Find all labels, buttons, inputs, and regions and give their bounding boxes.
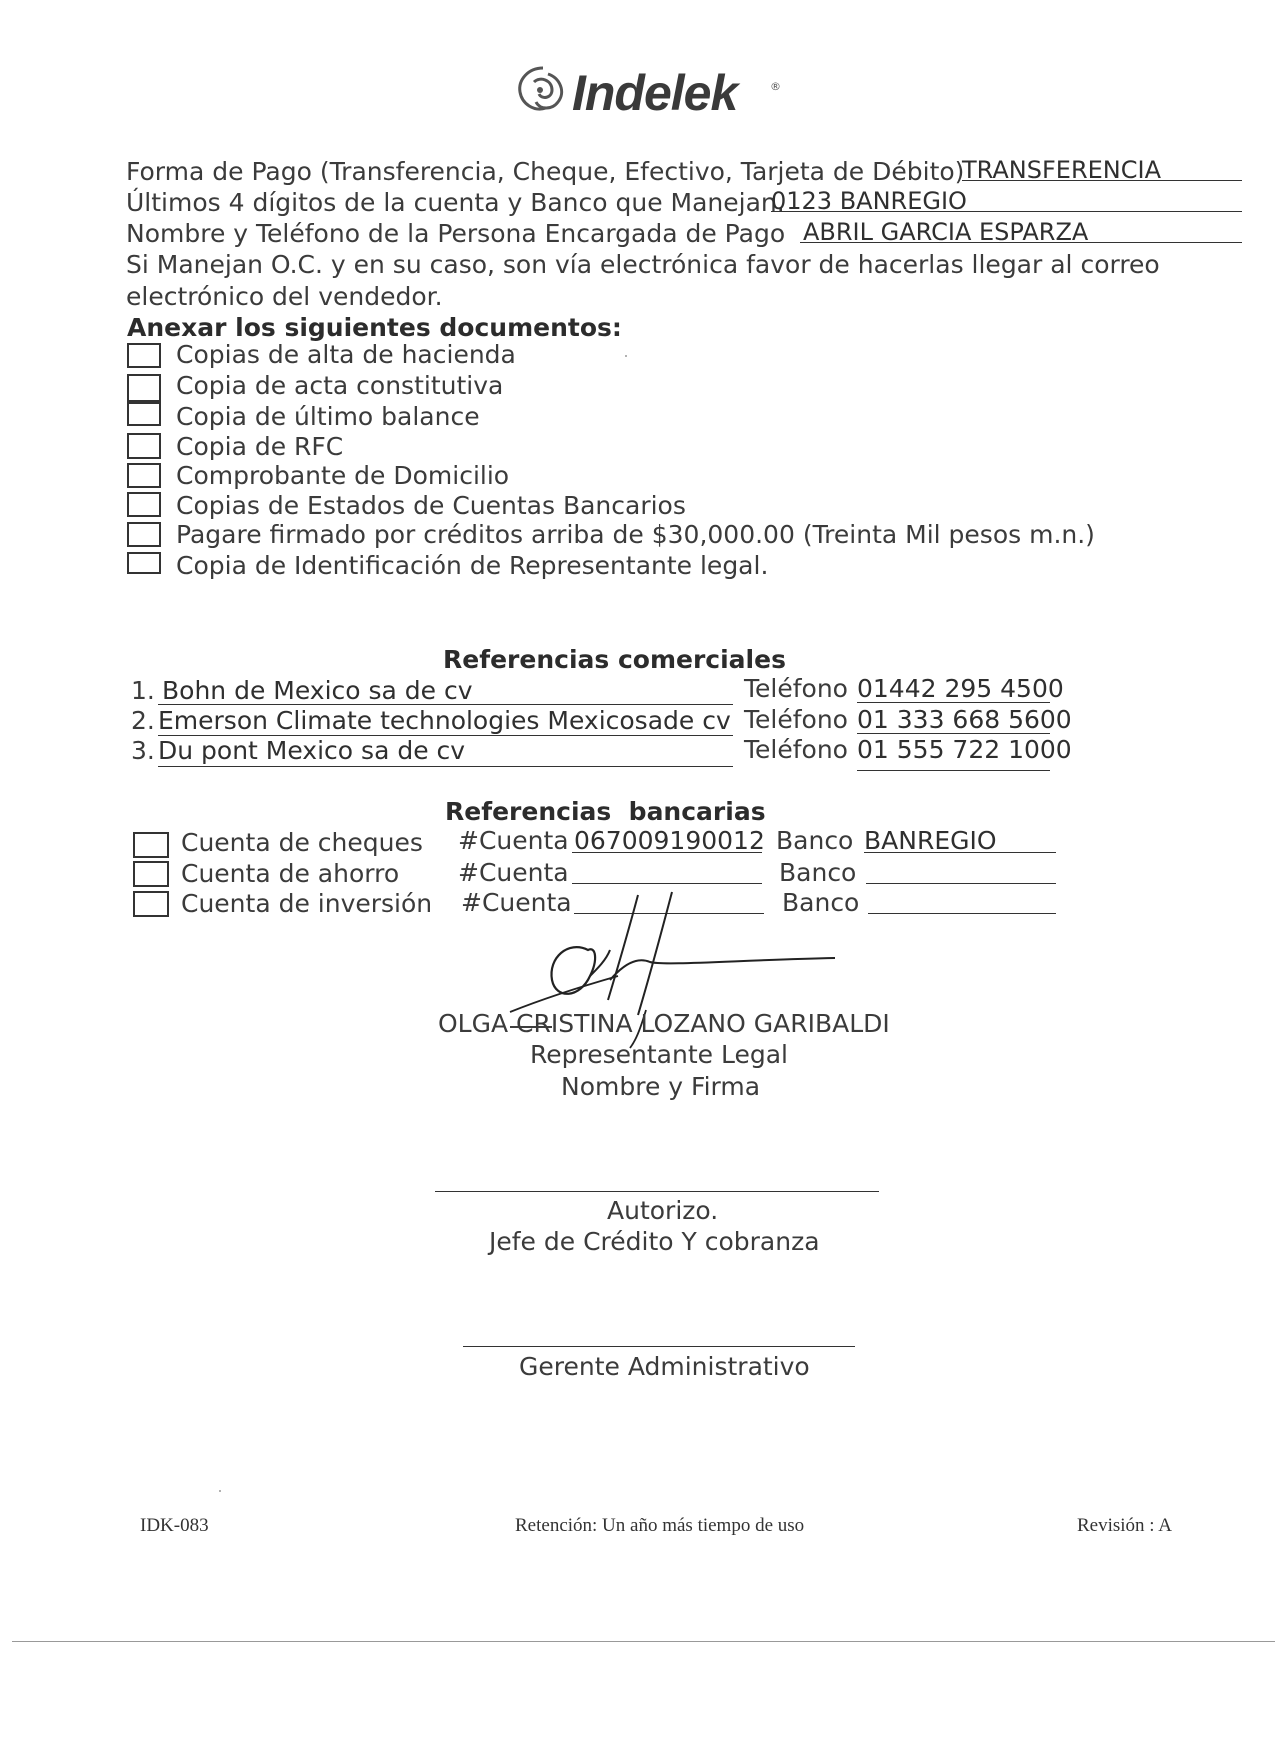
bank-ref-checkbox[interactable] xyxy=(133,861,169,887)
phone-label: Teléfono xyxy=(744,674,848,703)
bank-ref-bank: BANREGIO xyxy=(864,826,997,855)
admin-signature-line xyxy=(463,1346,855,1347)
document-checkbox[interactable] xyxy=(127,463,161,488)
phone-label: Teléfono xyxy=(744,735,848,764)
commercial-ref-number: 2. xyxy=(131,706,155,735)
document-checkbox[interactable] xyxy=(127,343,161,368)
commercial-ref-phone: 01 333 668 5600 xyxy=(857,705,1072,734)
payment-contact-label: Nombre y Teléfono de la Persona Encargada de Pago xyxy=(126,219,786,248)
account-digits-line xyxy=(771,211,1242,212)
document-checkbox[interactable] xyxy=(127,552,161,574)
company-logo xyxy=(512,58,782,128)
scan-dust xyxy=(219,1490,221,1492)
commercial-ref-phone-line xyxy=(857,733,1050,734)
documents-heading: Anexar los siguientes documentos: xyxy=(127,313,622,342)
document-item-label: Copia de Identificación de Representante legal. xyxy=(176,551,769,580)
scan-dust xyxy=(625,355,627,357)
logo-wordmark: Indelek xyxy=(572,65,738,121)
oc-note-line2: electrónico del vendedor. xyxy=(126,282,443,311)
document-item-label: Copia de RFC xyxy=(176,432,344,461)
scan-edge-line xyxy=(12,1641,1275,1642)
legal-rep-caption: Nombre y Firma xyxy=(561,1072,761,1101)
commercial-ref-name-line xyxy=(158,704,733,705)
document-checkbox[interactable] xyxy=(127,492,161,517)
document-item-label: Copias de Estados de Cuentas Bancarios xyxy=(176,491,686,520)
account-digits-label: Últimos 4 dígitos de la cuenta y Banco que Manejan. xyxy=(126,188,785,217)
account-number-label: #Cuenta xyxy=(458,826,569,855)
bank-ref-checkbox[interactable] xyxy=(133,832,169,858)
document-item-label: Copia de acta constitutiva xyxy=(176,371,504,400)
account-number-label: #Cuenta xyxy=(461,888,572,917)
commercial-ref-phone-line xyxy=(857,770,1050,771)
bank-label: Banco xyxy=(779,858,857,887)
bank-ref-type: Cuenta de cheques xyxy=(181,828,423,857)
bank-ref-account-line xyxy=(572,852,762,853)
payment-method-value: TRANSFERENCIA xyxy=(962,156,1161,184)
bank-label: Banco xyxy=(782,888,860,917)
document-item-label: Comprobante de Domicilio xyxy=(176,461,510,490)
footer-revision: Revisión : A xyxy=(1077,1515,1173,1536)
authorize-signature-line xyxy=(435,1191,879,1192)
payment-method-line xyxy=(962,180,1242,181)
phone-label: Teléfono xyxy=(744,705,848,734)
commercial-ref-number: 1. xyxy=(131,676,155,705)
credit-chief-label: Jefe de Crédito Y cobranza xyxy=(489,1227,820,1256)
commercial-ref-name-line xyxy=(158,766,733,767)
bank-ref-bank-line xyxy=(864,852,1056,853)
bank-ref-account: 067009190012 xyxy=(574,826,765,855)
document-item-label: Copias de alta de hacienda xyxy=(176,340,516,369)
legal-rep-title: Representante Legal xyxy=(530,1040,788,1069)
document-item-label: Pagare firmado por créditos arriba de $30,000.00 (Treinta Mil pesos m.n.) xyxy=(176,520,1095,549)
commercial-refs-heading: Referencias comerciales xyxy=(443,645,786,674)
commercial-ref-name: Emerson Climate technologies Mexicosade cv xyxy=(158,706,731,735)
commercial-ref-name: Bohn de Mexico sa de cv xyxy=(162,676,473,705)
authorize-label: Autorizo. xyxy=(607,1196,719,1225)
document-checkbox[interactable] xyxy=(127,433,161,459)
payment-method-label: Forma de Pago (Transferencia, Cheque, Efectivo, Tarjeta de Débito) xyxy=(126,157,965,186)
document-checkbox[interactable] xyxy=(127,522,161,547)
bank-refs-heading: Referencias bancarias xyxy=(445,797,766,826)
bank-label: Banco xyxy=(776,826,854,855)
bank-ref-bank-line xyxy=(868,913,1056,914)
commercial-ref-phone-line xyxy=(857,702,1050,703)
commercial-ref-phone: 01 555 722 1000 xyxy=(857,735,1072,764)
account-digits-value: 0123 BANREGIO xyxy=(771,187,967,215)
bank-ref-checkbox[interactable] xyxy=(133,891,169,917)
legal-rep-name: OLGA CRISTINA LOZANO GARIBALDI xyxy=(438,1009,890,1038)
bank-ref-type: Cuenta de ahorro xyxy=(181,859,400,888)
document-checkbox[interactable] xyxy=(127,402,161,426)
commercial-ref-name: Du pont Mexico sa de cv xyxy=(158,736,466,765)
bank-ref-type: Cuenta de inversión xyxy=(181,889,433,918)
admin-manager-label: Gerente Administrativo xyxy=(519,1352,810,1381)
account-number-label: #Cuenta xyxy=(458,858,569,887)
document-item-label: Copia de último balance xyxy=(176,402,480,431)
oc-note-line1: Si Manejan O.C. y en su caso, son vía electrónica favor de hacerlas llegar al correo xyxy=(126,250,1160,279)
commercial-ref-number: 3. xyxy=(131,736,155,765)
footer-code: IDK-083 xyxy=(140,1515,209,1536)
commercial-ref-phone: 01442 295 4500 xyxy=(857,674,1064,703)
payment-contact-value: ABRIL GARCIA ESPARZA xyxy=(803,218,1089,246)
footer-retention: Retención: Un año más tiempo de uso xyxy=(515,1515,805,1536)
swirl-logo-icon xyxy=(512,62,574,122)
registered-mark: ® xyxy=(770,80,781,93)
bank-ref-bank-line xyxy=(866,883,1056,884)
document-checkbox[interactable] xyxy=(127,374,161,402)
payment-contact-line xyxy=(800,242,1242,243)
